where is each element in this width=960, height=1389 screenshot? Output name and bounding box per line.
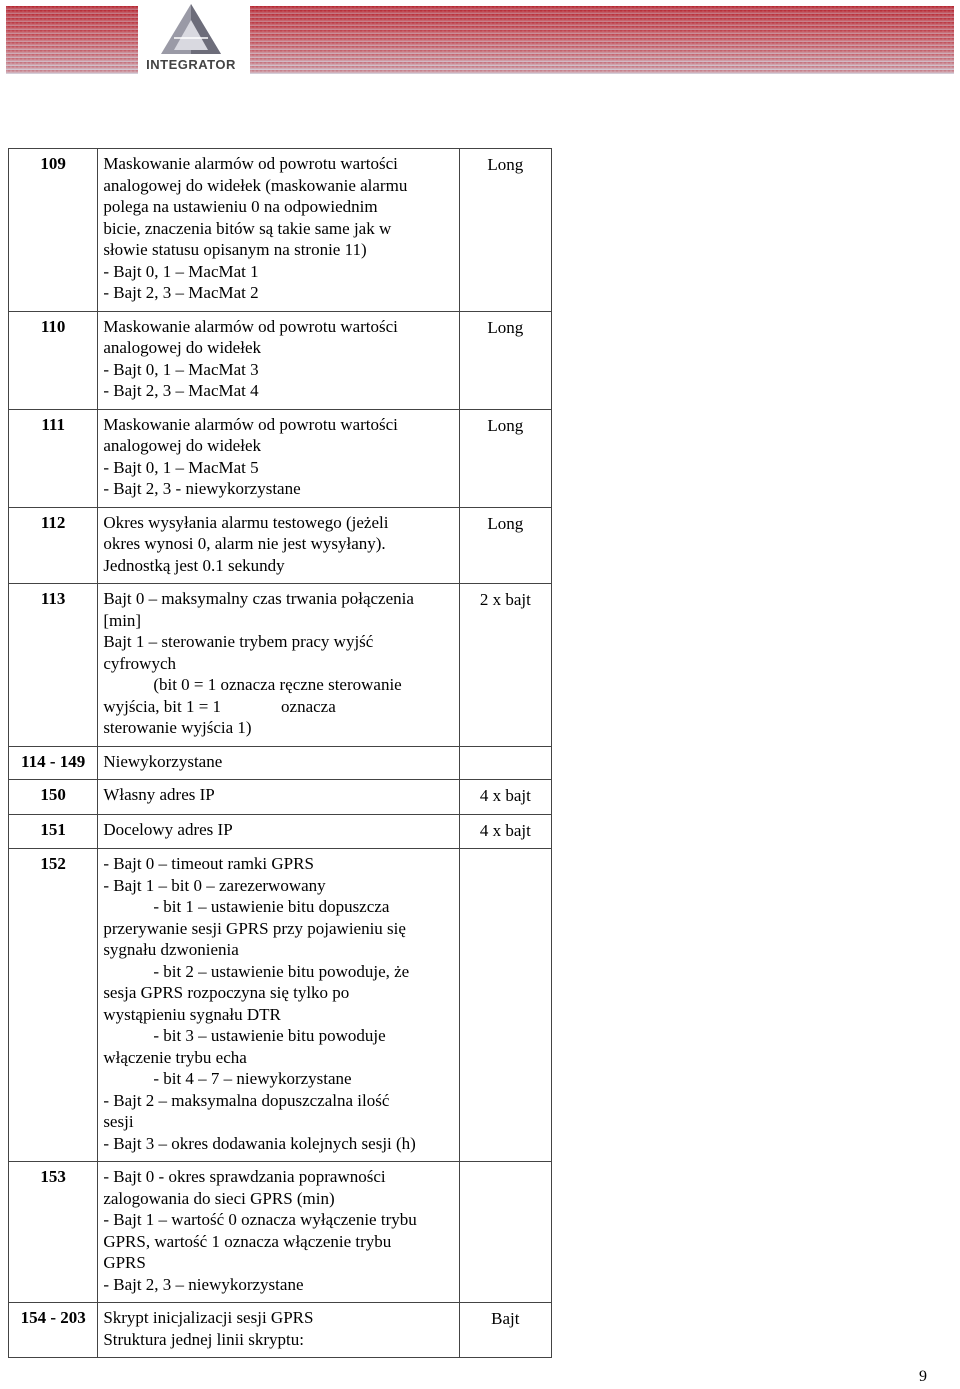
row-number: 110 (9, 311, 98, 409)
table-row (9, 1162, 552, 1303)
row-number: 111 (9, 409, 98, 507)
row-type: 4 x bajt (459, 780, 551, 815)
row-description: - Bajt 0 – timeout ramki GPRS - Bajt 1 – bit 0 – zarezerwowany - bit 1 – ustawienie bitu dopuszcza przerywanie sesji GPRS przy pojawieniu się sygnału dzwonienia - bit 2 – ustawienie bitu powoduje, że sesja GPRS rozpoczyna się tylko po wystąpieniu sygnału DTR - bit 3 – ustawienie bitu powoduje włączenie trybu echa - bit 4 – 7 – niewykorzystane - Bajt 2 – maksymalna dopuszczalna ilość sesji - Bajt 3 – okres dodawania kolejnych sesji (h) (98, 849, 459, 1162)
row-type: Long (459, 311, 551, 409)
row-type: 2 x bajt (459, 584, 551, 747)
row-number: 109 (9, 149, 98, 312)
row-type: Long (459, 409, 551, 507)
table-row (9, 849, 552, 1162)
row-number: 154 - 203 (9, 1303, 98, 1358)
row-description: Maskowanie alarmów od powrotu wartości analogowej do widełek - Bajt 0, 1 – MacMat 5 - Bajt 2, 3 - niewykorzystane (98, 409, 459, 507)
row-number: 153 (9, 1162, 98, 1303)
register-table (8, 148, 552, 1358)
table-row (9, 746, 552, 780)
row-type: 4 x bajt (459, 814, 551, 849)
table-row (9, 584, 552, 747)
row-number: 114 - 149 (9, 746, 98, 780)
table-row (9, 1303, 552, 1358)
row-description: Docelowy adres IP (98, 814, 459, 849)
row-type (459, 1162, 551, 1303)
row-type: Bajt (459, 1303, 551, 1358)
row-type (459, 746, 551, 780)
row-type (459, 849, 551, 1162)
table-row (9, 814, 552, 849)
row-type: Long (459, 149, 551, 312)
table-row (9, 507, 552, 584)
row-number: 152 (9, 849, 98, 1162)
logo-text: INTEGRATOR (146, 57, 236, 72)
row-description: Okres wysyłania alarmu testowego (jeżeli okres wynosi 0, alarm nie jest wysyłany). Jednostką jest 0.1 sekundy (98, 507, 459, 584)
page-number: 9 (919, 1368, 927, 1385)
row-description: Skrypt inicjalizacji sesji GPRS Struktura jednej linii skryptu: (98, 1303, 459, 1358)
row-description: Bajt 0 – maksymalny czas trwania połączenia [min] Bajt 1 – sterowanie trybem pracy wyjść cyfrowych (bit 0 = 1 oznacza ręczne sterowanie wyjścia, bit 1 = 1 oznacza sterowanie wyjścia 1) (98, 584, 459, 747)
row-description: - Bajt 0 - okres sprawdzania poprawności zalogowania do sieci GPRS (min) - Bajt 1 – wartość 0 oznacza wyłączenie trybu GPRS, wartość 1 oznacza włączenie trybu GPRS - Bajt 2, 3 – niewykorzystane (98, 1162, 459, 1303)
table-row (9, 149, 552, 312)
row-number: 113 (9, 584, 98, 747)
row-description: Niewykorzystane (98, 746, 459, 780)
row-description: Maskowanie alarmów od powrotu wartości analogowej do widełek (maskowanie alarmu polega na ustawieniu 0 na odpowiednim bicie, znaczenia bitów są takie same jak w słowie statusu opisanym na stronie 11) - Bajt 0, 1 – MacMat 1 - Bajt 2, 3 – MacMat 2 (98, 149, 459, 312)
row-description: Maskowanie alarmów od powrotu wartości analogowej do widełek - Bajt 0, 1 – MacMat 3 - Bajt 2, 3 – MacMat 4 (98, 311, 459, 409)
table-row (9, 409, 552, 507)
table-row (9, 780, 552, 815)
row-number: 150 (9, 780, 98, 815)
row-type: Long (459, 507, 551, 584)
row-description: Własny adres IP (98, 780, 459, 815)
row-number: 151 (9, 814, 98, 849)
row-number: 112 (9, 507, 98, 584)
table-row (9, 311, 552, 409)
